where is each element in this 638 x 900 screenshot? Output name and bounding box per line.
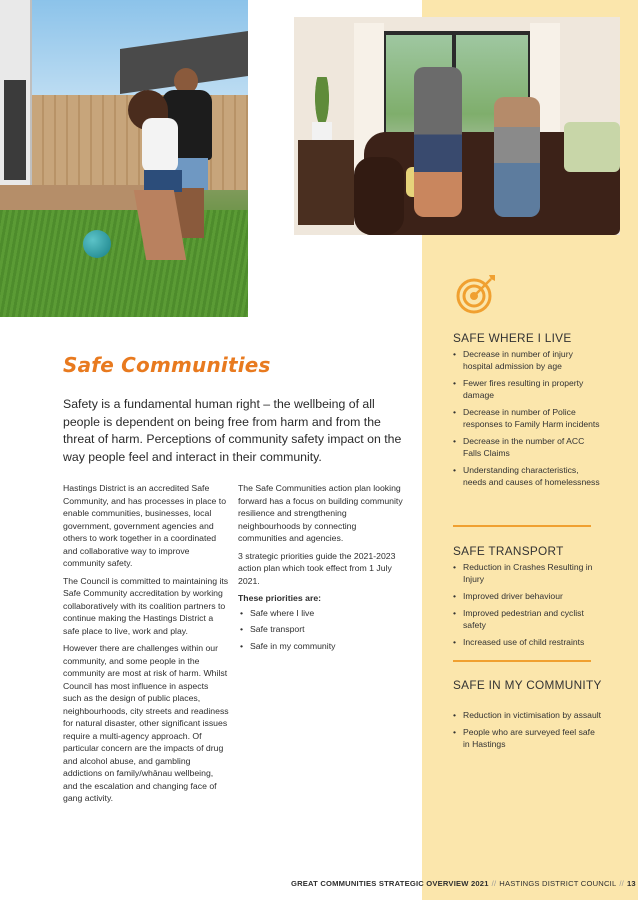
priorities-heading: These priorities are: — [238, 593, 322, 603]
priority-item: • Safe in my community — [238, 640, 404, 653]
safe-where-i-live-list — [453, 348, 603, 493]
list-item: • Improved driver behaviour — [453, 590, 603, 602]
body-paragraph: The Council is committed to maintaining its Safe Community accreditation by working collaboratively with its coalition partners to continue making the Hastings District a safe place to live, work and play. — [63, 575, 229, 636]
body-paragraph: Hastings District is an accredited Safe Community, and has processes in place to enable communities, businesses, local government, government agencies and others to work together in a coordinated and collaborative way to improve community safety. — [63, 483, 227, 568]
section-title-safe-transport: SAFE TRANSPORT — [453, 544, 564, 558]
list-item: • Improved pedestrian and cyclist safety — [453, 607, 603, 631]
list-item: • Fewer fires resulting in property damage — [453, 377, 603, 401]
body-paragraph: The Safe Communities action plan looking forward has a focus on building community resilience and strengthening neighbourhoods by connecting communities and agencies. — [238, 483, 403, 543]
footer-org: HASTINGS DISTRICT COUNCIL — [499, 879, 617, 888]
priority-item: • Safe where I live — [238, 607, 404, 620]
page-footer — [291, 879, 636, 888]
body-column-1 — [63, 482, 229, 810]
list-item: • Increased use of child restraints — [453, 636, 603, 648]
target-icon — [453, 271, 499, 317]
list-item: • Reduction in victimisation by assault — [453, 709, 603, 721]
intro-paragraph: Safety is a fundamental human right – the wellbeing of all people is dependent on being free from harm and from the threat of harm. Perceptions of community safety impact on the way people feel and interact in their community. — [63, 397, 402, 464]
backyard-photo — [0, 0, 248, 317]
body-column-2 — [238, 482, 404, 656]
ball-icon — [83, 230, 111, 258]
section-title-safe-in-my-community: SAFE IN MY COMMUNITY — [453, 678, 602, 692]
list-item: • Decrease in number of injury hospital admission by age — [453, 348, 603, 372]
safe-in-my-community-list — [453, 709, 603, 755]
priority-item: • Safe transport — [238, 623, 404, 636]
body-paragraph: 3 strategic priorities guide the 2021-2023 action plan which took effect from 1 July 2021. — [238, 550, 396, 586]
list-item: • Decrease in number of Police responses to Family Harm incidents — [453, 406, 603, 430]
page-number: 13 — [627, 879, 636, 888]
section-divider — [453, 525, 591, 527]
list-item: • People who are surveyed feel safe in Hastings — [453, 726, 603, 750]
living-room-photo — [294, 17, 620, 235]
section-divider — [453, 660, 591, 662]
list-item: • Reduction in Crashes Resulting in Injury — [453, 561, 603, 585]
section-title-safe-where-i-live: SAFE WHERE I LIVE — [453, 331, 572, 345]
footer-separator: // — [619, 879, 624, 888]
page-title: Safe Communities — [63, 353, 271, 377]
safe-transport-list — [453, 561, 603, 652]
footer-separator: // — [491, 879, 497, 888]
list-item: • Decrease in the number of ACC Falls Claims — [453, 435, 603, 459]
list-item: • Understanding characteristics, needs and causes of homelessness — [453, 464, 603, 488]
priorities-list — [238, 607, 404, 653]
body-paragraph: However there are challenges within our community, and some people in the community are most at risk of harm. Whilst Council has most influence in aspects such as the design of public places, neighbourhoods, city streets and readiness for natural disaster, other significant issues require a multi-agency approach. Of particular concern are the impacts of drug and alcohol abuse, and gambling addictions on family/whānau wellbeing, and the escalation and changing face of gang activity. — [63, 643, 229, 803]
footer-doc-title: GREAT COMMUNITIES STRATEGIC OVERVIEW 2021 — [291, 879, 489, 888]
